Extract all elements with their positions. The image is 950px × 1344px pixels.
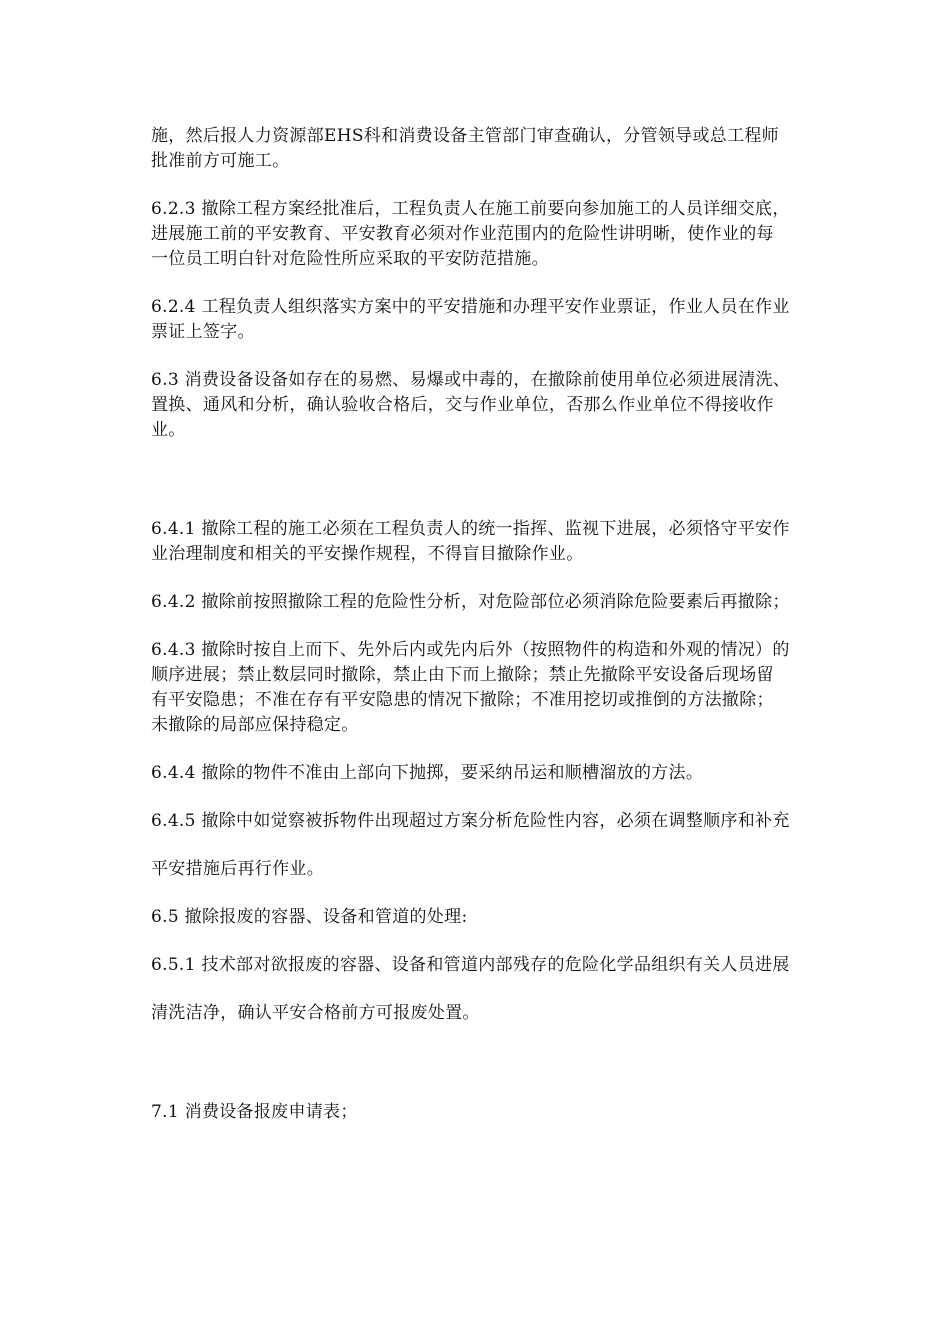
paragraph-approval-cont: 施，然后报人力资源部EHS科和消费设备主管部门审查确认，分管领导或总工程师批准前方可施工。 [151, 126, 779, 171]
paragraph-6-5-1-cont: 清洗洁净，确认平安合格前方可报废处置。 [151, 1003, 480, 1023]
paragraph-6-2-4: 6.2.4 工程负责人组织落实方案中的平安措施和办理平安作业票证，作业人员在作业票证上签字。 [151, 297, 790, 342]
document-body [151, 124, 791, 1125]
paragraph-6-5-1: 6.5.1 技术部对欲报废的容器、设备和管道内部残存的危险化学品组织有关人员进展 [151, 955, 790, 975]
paragraph-6-3: 6.3 消费设备设备如存在的易燃、易爆或中毒的，在撤除前使用单位必须进展清洗、置换、通风和分析，确认验收合格后，交与作业单位，否那么作业单位不得接收作业。 [151, 370, 791, 440]
paragraph-7-1: 7.1 消费设备报废申请表； [151, 1102, 358, 1122]
paragraph-6-4-5: 6.4.5 撤除中如觉察被拆物件出现超过方案分析危险性内容，必须在调整顺序和补充 [151, 811, 790, 831]
paragraph-6-4-2: 6.4.2 撤除前按照撤除工程的危险性分析，对危险部位必须消除危险要素后再撤除； [151, 592, 790, 612]
paragraph-6-5: 6.5 撤除报废的容器、设备和管道的处理: [151, 907, 468, 927]
paragraph-6-4-4: 6.4.4 撤除的物件不准由上部向下抛掷，要采纳吊运和顺槽溜放的方法。 [151, 763, 704, 783]
paragraph-6-2-3: 6.2.3 撤除工程方案经批准后，工程负责人在施工前要向参加施工的人员详细交底，进展施工前的平安教育、平安教育必须对作业范围内的危险性讲明晰，使作业的每一位员工明白针对危险性所应采取的平安防范措施。 [151, 199, 790, 269]
paragraph-6-4-1: 6.4.1 撤除工程的施工必须在工程负责人的统一指挥、监视下进展，必须恪守平安作业治理制度和相关的平安操作规程，不得盲目撤除作业。 [151, 519, 790, 564]
paragraph-6-4-3: 6.4.3 撤除时按自上而下、先外后内或先内后外（按照物件的构造和外观的情况）的顺序进展；禁止数层同时撤除，禁止由下而上撤除；禁止先撤除平安设备后现场留有平安隐患；不准在存有平安隐患的情况下撤除；不准用挖切或推倒的方法撤除；未撤除的局部应保持稳定。 [151, 640, 790, 735]
paragraph-6-4-5-cont: 平安措施后再行作业。 [151, 859, 324, 879]
